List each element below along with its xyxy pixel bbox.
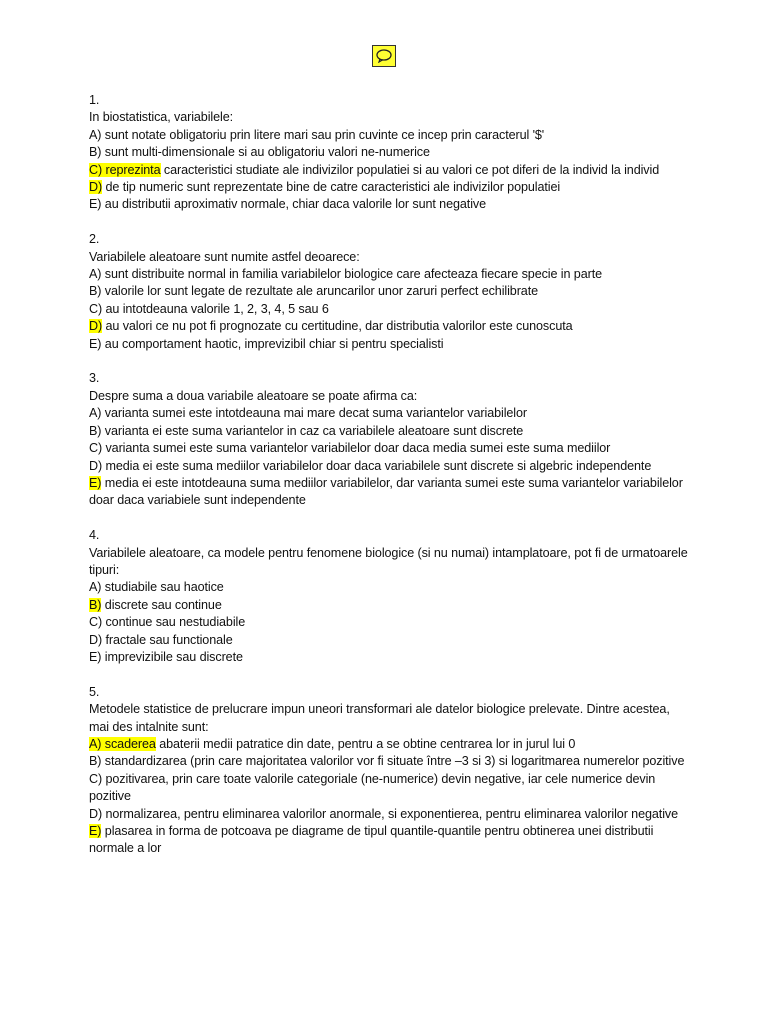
option-text: A) studiabile sau haotice — [89, 580, 224, 595]
question-text: Variabilele aleatoare, ca modele pentru fenomene biologice (si nu numai) intamplatoare, pot fi de urmatoarele tipuri: — [89, 545, 688, 577]
answer-option-a — [89, 405, 689, 422]
answer-option-c — [89, 162, 689, 179]
highlight-mark: D) — [89, 180, 103, 195]
option-text: B) standardizarea (prin care majoritatea valorilor vor fi situate între –3 si 3) si logaritmarea numerelor pozitive — [89, 754, 685, 769]
question-number: 3. — [89, 371, 100, 386]
answer-option-e — [89, 475, 689, 510]
answer-option-d — [89, 318, 689, 335]
answer-option-b — [89, 144, 689, 161]
answer-option-a — [89, 127, 689, 144]
answer-option-d — [89, 632, 689, 649]
answer-option-d — [89, 179, 689, 196]
answer-option-e — [89, 823, 689, 858]
question-number: 1. — [89, 93, 100, 107]
question-text: In biostatistica, variabilele: — [89, 110, 233, 125]
answer-option-d — [89, 458, 689, 475]
highlight-mark: B) — [89, 597, 102, 612]
question-1 — [89, 92, 689, 214]
answer-option-b — [89, 597, 689, 614]
option-text: B) sunt multi-dimensionale si au obligatoriu valori ne-numerice — [89, 145, 430, 160]
answer-option-b — [89, 283, 689, 300]
option-text: plasarea in forma de potcoava pe diagrame de tipul quantile-quantile pentru obtinerea unei distributii normale a lor — [89, 824, 654, 856]
option-text: A) sunt distribuite normal in familia variabilelor biologice care afecteaza fiecare specie in parte — [89, 267, 602, 282]
question-number: 4. — [89, 528, 100, 543]
answer-option-a — [89, 266, 689, 283]
answer-option-b — [89, 753, 689, 770]
answer-option-a — [89, 579, 689, 596]
question-5 — [89, 684, 689, 858]
option-text: de tip numeric sunt reprezentate bine de catre caracteristici ale indivizilor populatiei — [102, 180, 561, 195]
highlight-mark: E) — [89, 475, 102, 490]
question-number: 2. — [89, 232, 100, 247]
option-text: discrete sau continue — [101, 597, 222, 612]
option-text: caracteristici studiate ale indivizilor populatiei si au valori ce pot diferi de la individ la individ — [160, 162, 660, 177]
option-text: E) imprevizibile sau discrete — [89, 649, 243, 664]
question-number: 5. — [89, 684, 100, 699]
highlight-mark: A) scaderea — [89, 736, 156, 751]
question-4 — [89, 527, 689, 666]
option-text: E) au comportament haotic, imprevizibil chiar si pentru specialisti — [89, 336, 444, 351]
answer-option-c — [89, 771, 689, 806]
questions-document — [89, 92, 689, 875]
highlight-mark: D) — [89, 319, 103, 334]
option-text: D) normalizarea, pentru eliminarea valorilor anormale, si exponentierea, pentru eliminarea valorilor negative — [89, 806, 679, 821]
option-text: C) varianta sumei este suma variantelor variabilelor doar daca media sumei este suma mediilor — [89, 441, 611, 456]
answer-option-c — [89, 614, 689, 631]
option-text: media ei este intotdeauna suma mediilor variabilelor, dar varianta sumei este suma variantelor variabilelor doar daca variabiele sunt independente — [89, 475, 683, 508]
option-text: A) varianta sumei este intotdeauna mai mare decat suma variantelor variabilelor — [89, 406, 527, 421]
option-text: D) media ei este suma mediilor variabilelor doar daca variabilele sunt discrete si algebric independente — [89, 458, 652, 473]
option-text: B) valorile lor sunt legate de rezultate ale aruncarilor unor zaruri perfect echilibrate — [89, 284, 539, 299]
option-text: au valori ce nu pot fi prognozate cu certitudine, dar distributia valorilor este cunoscuta — [102, 319, 573, 334]
option-text: C) pozitivarea, prin care toate valorile categoriale (ne-numerice) devin negative, iar cele numerice devin pozitive — [89, 771, 656, 804]
answer-option-a — [89, 736, 689, 753]
option-text: C) au intotdeauna valorile 1, 2, 3, 4, 5 sau 6 — [89, 301, 329, 316]
answer-option-c — [89, 301, 689, 318]
speech-bubble-icon — [376, 49, 392, 63]
answer-option-e — [89, 196, 689, 213]
comment-icon[interactable] — [372, 45, 396, 67]
question-3 — [89, 370, 689, 509]
answer-option-d — [89, 806, 689, 823]
answer-option-b — [89, 423, 689, 440]
question-text: Metodele statistice de prelucrare impun uneori transformari ale datelor biologice prelevate. Dintre acestea, mai des intalnite sunt: — [89, 702, 670, 734]
question-text: Variabilele aleatoare sunt numite astfel deoarece: — [89, 249, 360, 264]
answer-option-c — [89, 440, 689, 457]
option-text: A) sunt notate obligatoriu prin litere mari sau prin cuvinte ce incep prin caracterul '$' — [89, 127, 545, 142]
question-2 — [89, 231, 689, 353]
option-text: E) au distributii aproximativ normale, chiar daca valorile lor sunt negative — [89, 197, 486, 212]
question-text: Despre suma a doua variabile aleatoare se poate afirma ca: — [89, 388, 418, 403]
highlight-mark: C) reprezinta — [89, 162, 161, 177]
option-text: C) continue sau nestudiabile — [89, 615, 246, 630]
option-text: D) fractale sau functionale — [89, 632, 233, 647]
answer-option-e — [89, 336, 689, 353]
option-text: abaterii medii patratice din date, pentru a se obtine centrarea lor in jurul lui 0 — [155, 736, 576, 751]
answer-option-e — [89, 649, 689, 666]
highlight-mark: E) — [89, 824, 102, 838]
option-text: B) varianta ei este suma variantelor in caz ca variabilele aleatoare sunt discrete — [89, 423, 524, 438]
